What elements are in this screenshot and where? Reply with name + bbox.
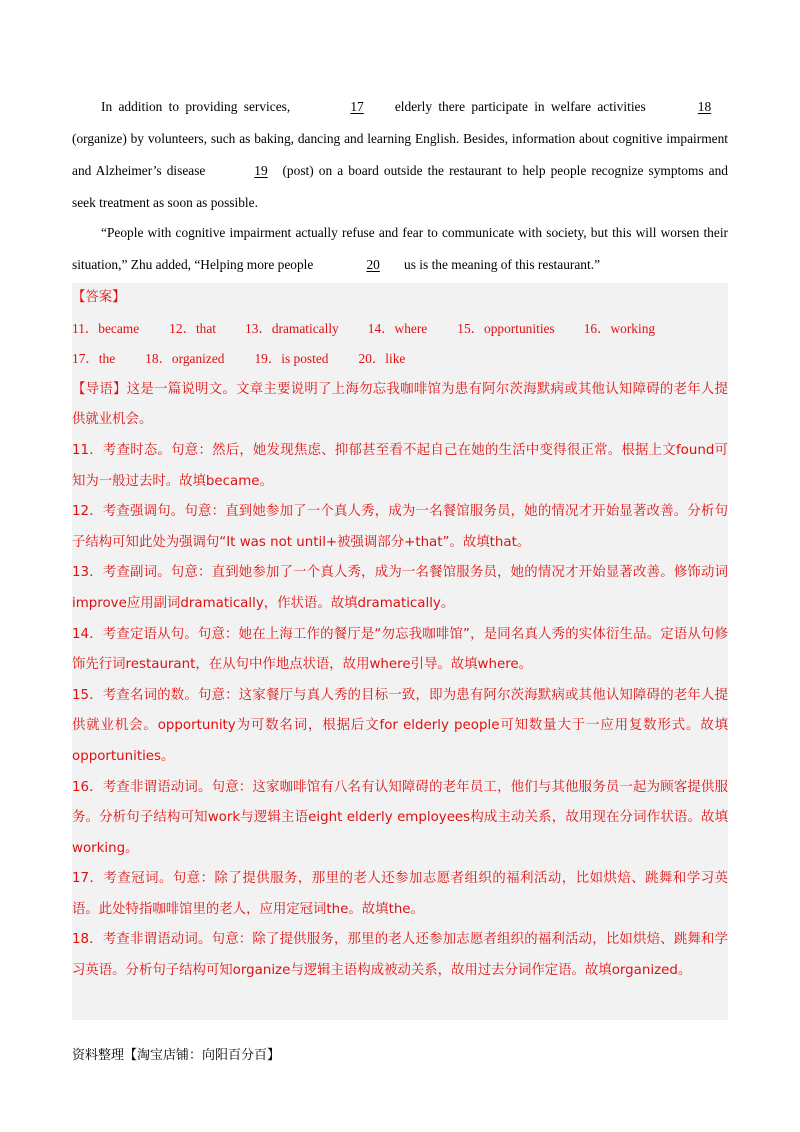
answer-14: 14．where bbox=[367, 320, 428, 336]
answer-section bbox=[72, 283, 728, 1020]
footer-note: 资料整理【淘宝店铺：向阳百分百】 bbox=[72, 1048, 281, 1063]
explanation-13: 13．考查副词。句意：直到她参加了一个真人秀，成为一名餐馆服务员，她的情况才开始显著改善。修饰动词improve应用副词dramatically，作状语。故填dramatically。 bbox=[72, 565, 728, 611]
explanation-12: 12．考查强调句。句意：直到她参加了一个真人秀，成为一名餐馆服务员，她的情况才开始显著改善。分析句子结构可知此处为强调句“It was not until+被强调部分+that”。故填that。 bbox=[72, 504, 728, 550]
answer-19: 19．is posted bbox=[254, 351, 329, 367]
passage-text: (post) on a board outside the restaurant to help people recognize symptoms and seek treatment as soon as possible. bbox=[72, 163, 728, 210]
answer-row-1 bbox=[72, 314, 728, 345]
answer-20: 20．like bbox=[358, 351, 406, 367]
passage-paragraph-2 bbox=[72, 217, 728, 281]
answer-17: 17．the bbox=[72, 351, 116, 367]
answer-18: 18．organized bbox=[145, 351, 225, 367]
passage-text: “People with cognitive impairment actually refuse and fear to communicate with society, but this will worsen their situation,” Zhu added, “Helping more people bbox=[72, 225, 728, 272]
answer-heading: 【答案】 bbox=[72, 290, 126, 305]
explanation-14: 14．考查定语从句。句意：她在上海工作的餐厅是“勿忘我咖啡馆”，是同名真人秀的实体衍生品。定语从句修饰先行词restaurant，在从句中作地点状语，故用where引导。故填where。 bbox=[72, 626, 728, 673]
answer-row-2 bbox=[72, 344, 728, 375]
explanation-18: 18．考查非谓语动词。句意：除了提供服务，那里的老人还参加志愿者组织的福利活动，比如烘焙、跳舞和学习英语。分析句子结构可知organize与逻辑主语构成被动关系，故用过去分词作定语。故填organized。 bbox=[72, 932, 728, 979]
blank-19: 19 bbox=[254, 163, 268, 178]
explanation-15: 15．考查名词的数。句意：这家餐厅与真人秀的目标一致，即为患有阿尔茨海默病或其他认知障碍的老年人提供就业机会。opportunity为可数名词，根据后文for elderly people可知数量大于一应用复数形式。故填opportunities。 bbox=[72, 687, 728, 764]
explanation-16: 16．考查非谓语动词。句意：这家咖啡馆有八名有认知障碍的老年员工，他们与其他服务员一起为顾客提供服务。分析句子结构可知work与逻辑主语eight elderly employees构成主动关系，故用现在分词作状语。故填working。 bbox=[72, 779, 728, 856]
passage-paragraph-1 bbox=[72, 91, 728, 219]
explanation-11: 11．考查时态。句意：然后，她发现焦虑、抑郁甚至看不起自己在她的生活中变得很正常。根据上文found可知为一般过去时。故填became。 bbox=[72, 442, 728, 489]
passage-text: In addition to providing services, bbox=[101, 99, 297, 114]
blank-17: 17 bbox=[350, 99, 364, 114]
answer-12: 12．that bbox=[169, 320, 217, 336]
blank-20: 20 bbox=[366, 257, 380, 272]
explanation-17: 17．考查冠词。句意：除了提供服务，那里的老人还参加志愿者组织的福利活动，比如烘焙、跳舞和学习英语。此处特指咖啡馆里的老人，应用定冠词the。故填the。 bbox=[72, 871, 728, 917]
passage-text: elderly there participate in welfare activities bbox=[388, 99, 652, 114]
answer-15: 15．opportunities bbox=[457, 320, 555, 336]
answer-13: 13．dramatically bbox=[245, 320, 339, 336]
passage-text: us is the meaning of this restaurant.” bbox=[400, 257, 601, 272]
guide-text: 【导语】这是一篇说明文。文章主要说明了上海勿忘我咖啡馆为患有阿尔茨海默病或其他认知障碍的老年人提供就业机会。 bbox=[72, 381, 728, 428]
passage-text: (organize) by volunteers, such as baking, dancing and learning English. Besides, information about cognitive impairment and Alzheimer’s disease bbox=[72, 131, 728, 178]
answer-11: 11．became bbox=[72, 320, 140, 336]
answer-16: 16．working bbox=[583, 320, 656, 336]
blank-18: 18 bbox=[697, 99, 712, 114]
